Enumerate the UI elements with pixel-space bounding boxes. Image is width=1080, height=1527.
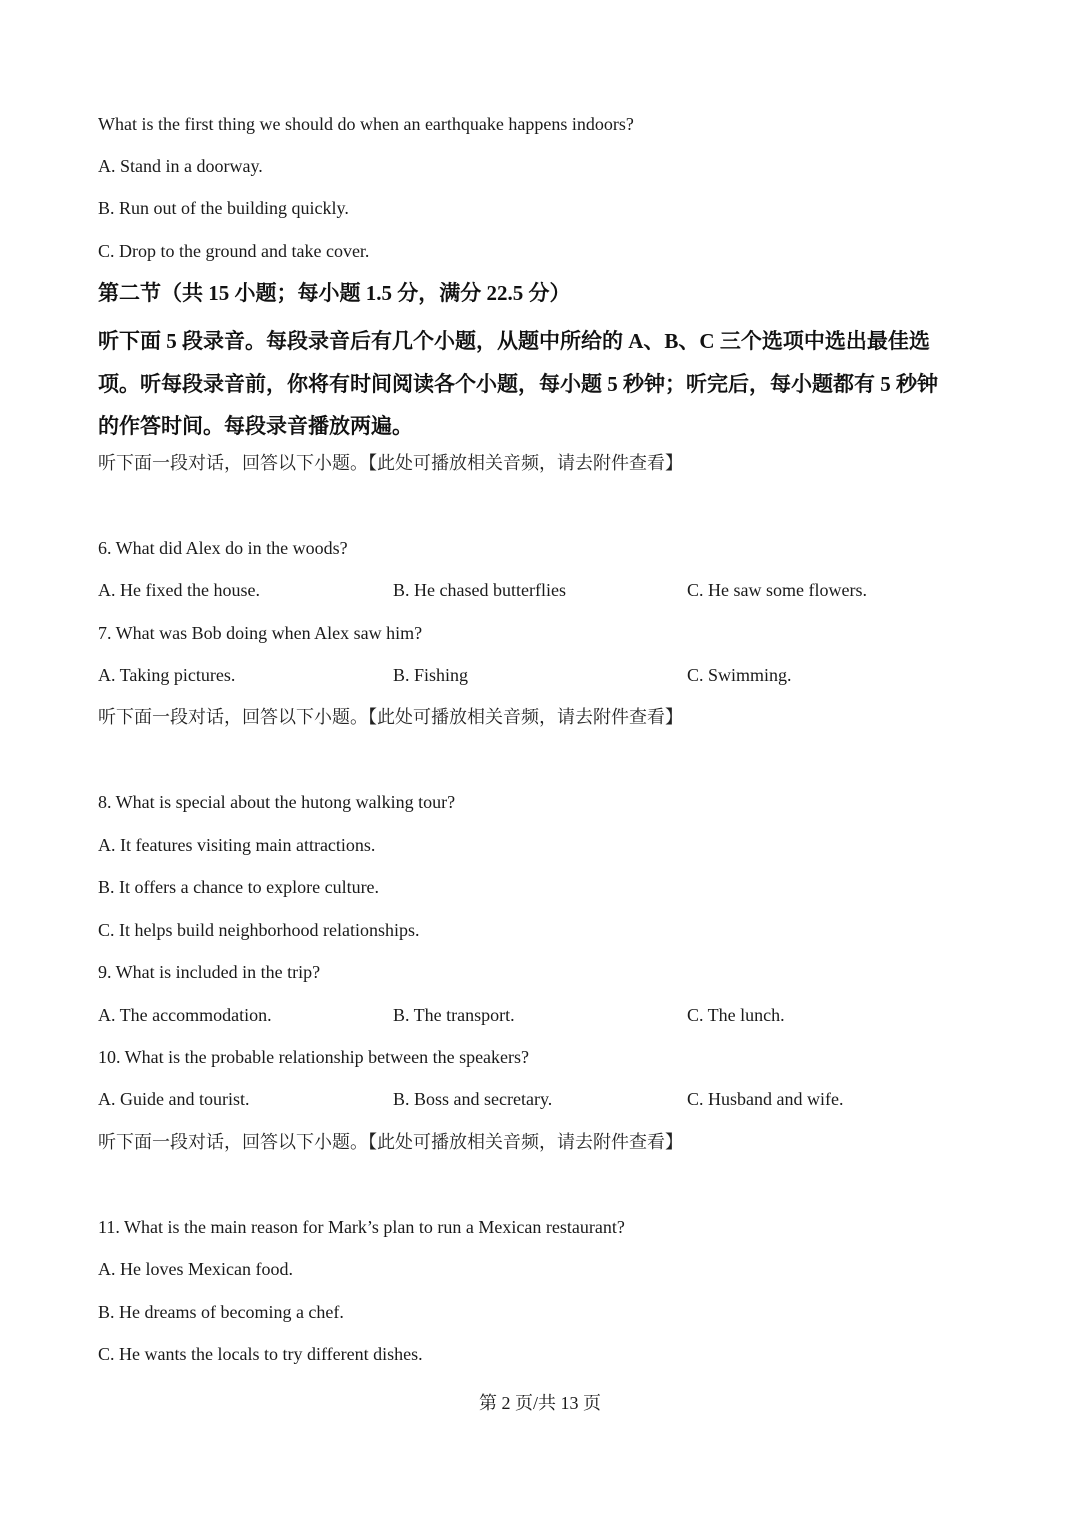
audio-note-2: 听下面一段对话，回答以下小题。【此处可播放相关音频，请去附件查看】 xyxy=(98,707,683,727)
question-8-option-b: B. It offers a chance to explore culture. xyxy=(98,877,380,897)
question-10-option-c: C. Husband and wife. xyxy=(687,1089,844,1109)
question-6-option-a: A. He fixed the house. xyxy=(98,580,260,600)
question-7-option-c: C. Swimming. xyxy=(687,665,792,685)
question-7-options xyxy=(98,663,998,687)
question-10-options xyxy=(98,1087,998,1111)
question-9-option-b: B. The transport. xyxy=(393,1005,515,1025)
question-7-option-a: A. Taking pictures. xyxy=(98,665,236,685)
question-10-option-a: A. Guide and tourist. xyxy=(98,1089,250,1109)
question-8-text: 8. What is special about the hutong walking tour? xyxy=(98,792,456,812)
question-11-option-c: C. He wants the locals to try different dishes. xyxy=(98,1344,423,1364)
instructions-line-1: 听下面 5 段录音。每段录音后有几个小题，从题中所给的 A、B、C 三个选项中选出最佳选 xyxy=(98,329,930,353)
question-6-options xyxy=(98,578,998,602)
question-7-text: 7. What was Bob doing when Alex saw him? xyxy=(98,623,423,643)
question-5-text: What is the first thing we should do when an earthquake happens indoors? xyxy=(98,114,634,134)
question-9-options xyxy=(98,1003,998,1027)
question-9-text: 9. What is included in the trip? xyxy=(98,962,321,982)
question-5-option-a: A. Stand in a doorway. xyxy=(98,156,263,176)
question-5-option-b: B. Run out of the building quickly. xyxy=(98,198,349,218)
question-5-option-c: C. Drop to the ground and take cover. xyxy=(98,241,370,261)
question-6-option-b: B. He chased butterflies xyxy=(393,580,566,600)
question-9-option-c: C. The lunch. xyxy=(687,1005,785,1025)
question-9-option-a: A. The accommodation. xyxy=(98,1005,272,1025)
page-footer: 第 2 页/共 13 页 xyxy=(478,1393,601,1413)
question-11-option-a: A. He loves Mexican food. xyxy=(98,1259,293,1279)
question-10-text: 10. What is the probable relationship between the speakers? xyxy=(98,1047,530,1067)
question-7-option-b: B. Fishing xyxy=(393,665,469,685)
question-6-option-c: C. He saw some flowers. xyxy=(687,580,867,600)
section-heading: 第二节（共 15 小题；每小题 1.5 分，满分 22.5 分） xyxy=(98,281,571,305)
question-11-text: 11. What is the main reason for Mark’s plan to run a Mexican restaurant? xyxy=(98,1217,625,1237)
question-8-option-c: C. It helps build neighborhood relationships. xyxy=(98,920,420,940)
question-10-option-b: B. Boss and secretary. xyxy=(393,1089,553,1109)
audio-note-3: 听下面一段对话，回答以下小题。【此处可播放相关音频，请去附件查看】 xyxy=(98,1132,683,1152)
instructions-line-2: 项。听每段录音前，你将有时间阅读各个小题，每小题 5 秒钟；听完后，每小题都有 5 秒钟 xyxy=(98,371,938,396)
question-8-option-a: A. It features visiting main attractions. xyxy=(98,835,376,855)
question-6-text: 6. What did Alex do in the woods? xyxy=(98,538,348,558)
instructions-line-3: 的作答时间。每段录音播放两遍。 xyxy=(98,414,413,438)
section-instructions xyxy=(98,320,983,448)
question-11-option-b: B. He dreams of becoming a chef. xyxy=(98,1302,344,1322)
audio-note-1: 听下面一段对话，回答以下小题。【此处可播放相关音频，请去附件查看】 xyxy=(98,453,683,473)
